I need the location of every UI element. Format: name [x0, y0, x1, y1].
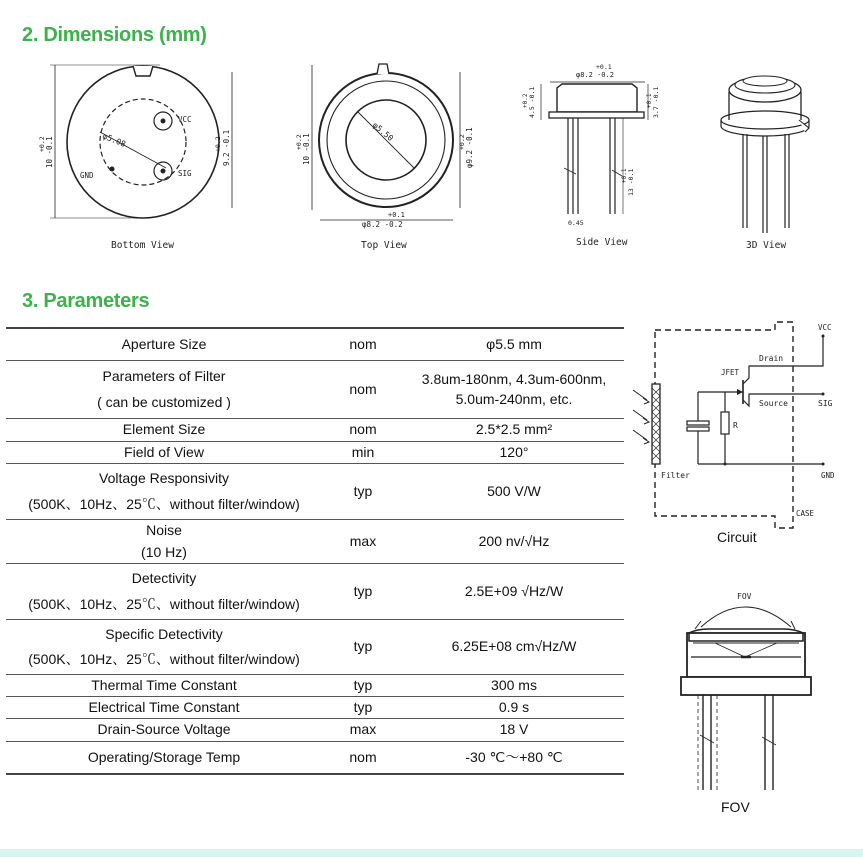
param-name: Thermal Time Constant	[6, 674, 322, 696]
param-cond: typ	[322, 619, 404, 674]
side-width-label: φ8.2 -0.2	[576, 71, 614, 79]
param-cond: nom	[322, 741, 404, 774]
circuit-caption: Circuit	[717, 529, 757, 545]
bottom-right-height: 9.2 -0.1	[222, 129, 231, 166]
param-cond: nom	[322, 418, 404, 441]
param-cond: typ	[322, 563, 404, 619]
param-cond: min	[322, 441, 404, 463]
param-value: 0.9 s	[404, 696, 624, 718]
parameters-table	[6, 327, 624, 775]
param-row-electrical-time	[6, 696, 624, 718]
param-cond: max	[322, 519, 404, 563]
3d-view-drawing	[715, 68, 815, 238]
param-value: -30 ℃～+80 ℃	[404, 741, 624, 774]
top-width-label: φ8.2 -0.2	[362, 220, 403, 229]
param-row-fov	[6, 441, 624, 463]
top-left-tol: +0.2	[295, 134, 303, 150]
circuit-filter-label: Filter	[661, 471, 690, 480]
bottom-vcc-label: VCC	[178, 115, 192, 124]
param-name: Operating/Storage Temp	[6, 741, 322, 774]
param-name: Noise (10 Hz)	[6, 519, 322, 563]
param-row-noise	[6, 519, 624, 563]
side-left-tol: +0.2	[522, 93, 529, 108]
circuit-jfet-label: JFET	[721, 368, 740, 377]
param-cond: typ	[322, 463, 404, 519]
param-name: Voltage Responsivity (500K、10Hz、25℃、without filter/window)	[6, 463, 322, 519]
param-row-voltage-responsivity	[6, 463, 624, 519]
fov-label: FOV	[737, 592, 752, 601]
param-value: 2.5E+09 √Hz/W	[404, 563, 624, 619]
bottom-diameter-label: φ5.08	[101, 131, 127, 149]
circuit-gnd-label: GND	[821, 471, 835, 480]
param-name: Detectivity (500K、10Hz、25℃、without filter/window)	[6, 563, 322, 619]
param-cond: nom	[322, 360, 404, 418]
side-left-height: 4.5 -0.1	[528, 86, 536, 118]
param-value: 300 ms	[404, 674, 624, 696]
param-value: 500 V/W	[404, 463, 624, 519]
bottom-left-height: 10 -0.1	[45, 136, 54, 168]
param-row-thermal-time	[6, 674, 624, 696]
param-row-aperture	[6, 328, 624, 360]
param-row-temp	[6, 741, 624, 774]
bottom-view-drawing	[30, 60, 250, 235]
bottom-view-caption: Bottom View	[111, 240, 174, 251]
bottom-right-tol: +0.2	[214, 136, 222, 152]
dimensions-heading: 2. Dimensions (mm)	[22, 24, 207, 46]
top-right-height: φ9.2 -0.1	[465, 127, 474, 168]
param-name: Aperture Size	[6, 328, 322, 360]
param-row-detectivity	[6, 563, 624, 619]
side-pin-length-tol: +0.1	[621, 168, 628, 183]
side-pin-diameter: 0.45	[568, 219, 584, 227]
bottom-sig-label: SIG	[178, 169, 192, 178]
fov-caption: FOV	[721, 799, 750, 815]
param-row-element-size	[6, 418, 624, 441]
param-value: 18 V	[404, 718, 624, 741]
top-left-height: 10 -0.1	[302, 133, 311, 165]
side-pin-length: 13 -0.1	[627, 168, 635, 196]
bottom-left-tol: +0.2	[38, 136, 46, 152]
top-view-caption: Top View	[361, 240, 407, 251]
top-aperture-label: φ5.50	[370, 120, 395, 144]
param-value: 120°	[404, 441, 624, 463]
bottom-gnd-label: GND	[80, 171, 94, 180]
param-row-drain-source	[6, 718, 624, 741]
param-cond: typ	[322, 696, 404, 718]
param-name: Drain-Source Voltage	[6, 718, 322, 741]
side-right-height: 3.7 -0.1	[652, 86, 660, 118]
param-cond: max	[322, 718, 404, 741]
param-cond: nom	[322, 328, 404, 360]
param-row-filter	[6, 360, 624, 418]
param-name: Field of View	[6, 441, 322, 463]
param-name: Specific Detectivity (500K、10Hz、25℃、without filter/window)	[6, 619, 322, 674]
side-right-tol: +0.1	[646, 93, 653, 108]
param-name: Element Size	[6, 418, 322, 441]
side-view-caption: Side View	[576, 237, 628, 248]
fov-diagram	[665, 585, 825, 795]
footer-band	[0, 849, 863, 857]
3d-view-caption: 3D View	[746, 240, 787, 251]
circuit-source-label: Source	[759, 399, 788, 408]
param-value: φ5.5 mm	[404, 328, 624, 360]
param-value: 200 nv/√Hz	[404, 519, 624, 563]
circuit-sig-label: SIG	[818, 399, 833, 408]
circuit-case-label: CASE	[796, 509, 815, 518]
top-right-tol: +0.2	[458, 134, 466, 150]
side-view-drawing	[520, 60, 670, 235]
param-value: 2.5*2.5 mm²	[404, 418, 624, 441]
param-cond: typ	[322, 674, 404, 696]
circuit-diagram	[625, 318, 850, 533]
param-value: 3.8um-180nm, 4.3um-600nm, 5.0um-240nm, etc.	[404, 360, 624, 418]
param-name: Electrical Time Constant	[6, 696, 322, 718]
top-width-tol: +0.1	[388, 211, 405, 219]
top-view-drawing	[290, 60, 480, 235]
circuit-drain-label: Drain	[759, 354, 784, 363]
side-width-tol: +0.1	[596, 63, 612, 71]
circuit-r-label: R	[733, 421, 738, 430]
param-value: 6.25E+08 cm√Hz/W	[404, 619, 624, 674]
param-row-specific-detectivity	[6, 619, 624, 674]
circuit-vcc-label: VCC	[818, 323, 832, 332]
param-name: Parameters of Filter ( can be customized )	[6, 360, 322, 418]
parameters-heading: 3. Parameters	[22, 290, 150, 312]
